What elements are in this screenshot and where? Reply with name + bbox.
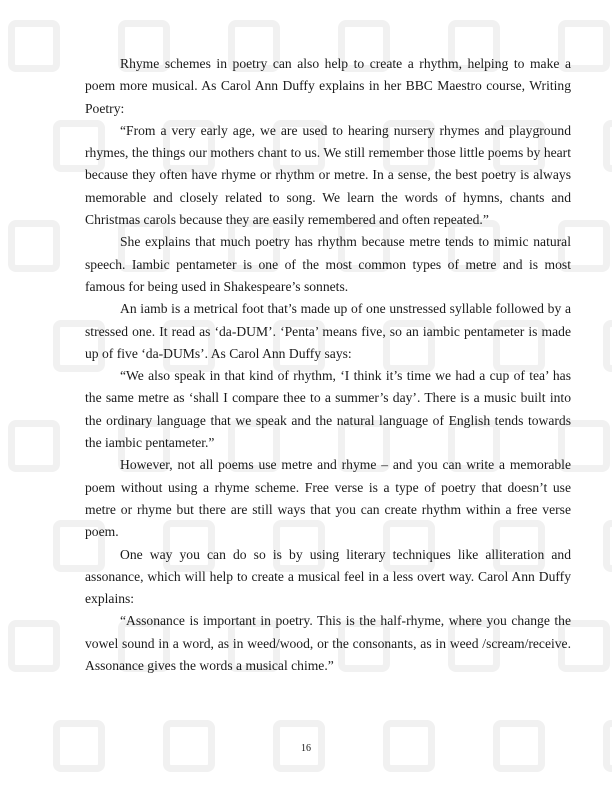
quote-assonance: “Assonance is important in poetry. This is the half-rhyme, where you change the vowel sound in a word, as in weed/wood, or the consonants, as in weed /scream/receive. Assonance gives the words a musical chime.” [85,613,571,674]
watermark-tile [603,520,612,572]
watermark-tile [8,20,60,72]
page-number: 16 [301,743,311,754]
watermark-tile [8,620,60,672]
body-text [85,53,571,677]
quote-nursery-rhymes: “From a very early age, we are used to hearing nursery rhymes and playground rhymes, the things our mothers chant to us. We still remember those little poems by heart because they often have rhyme or rhythm or metre. In a sense, the best poetry is always memorable and closely related to song. We learn the words of hymns, chants and Christmas carols because they are easily remembered and often repeated.” [85,122,571,228]
paragraph-free-verse: However, not all poems use metre and rhyme – and you can write a memorable poem without using a rhyme scheme. Free verse is a type of poetry that doesn’t use metre or rhyme but there are still ways that you can create rhythm within a free verse poem. [85,457,571,540]
watermark-tile [8,220,60,272]
watermark-tile [8,420,60,472]
quote-cup-of-tea: “We also speak in that kind of rhythm, ‘I think it’s time we had a cup of tea’ has the same metre as ‘shall I compare thee to a summer’s day’. There is a music built into the ordinary language that we speak and the natural language of English tends towards the iambic pentameter.” [85,368,571,451]
paragraph-rhyme-schemes: Rhyme schemes in poetry can also help to create a rhythm, helping to make a poem more musical. As Carol Ann Duffy explains in her BBC Maestro course, Writing Poetry: [85,56,571,116]
watermark-tile [603,120,612,172]
paragraph-literary-techniques: One way you can do so is by using literary techniques like alliteration and assonance, which will help to create a musical feel in a less overt way. Carol Ann Duffy explains: [85,546,571,607]
paragraph-natural-speech: She explains that much poetry has rhythm because metre tends to mimic natural speech. Iambic pentameter is one of the most common types of metre and is most famous for being used in Shakespeare’s sonnets. [85,234,571,294]
watermark-tile [603,320,612,372]
paragraph-iamb-definition: An iamb is a metrical foot that’s made up of one unstressed syllable followed by a stressed one. It read as ‘da-DUM’. ‘Penta’ means five, so an iambic pentameter is made up of five ‘da-DUMs’. As Carol Ann Duffy says: [85,301,571,361]
